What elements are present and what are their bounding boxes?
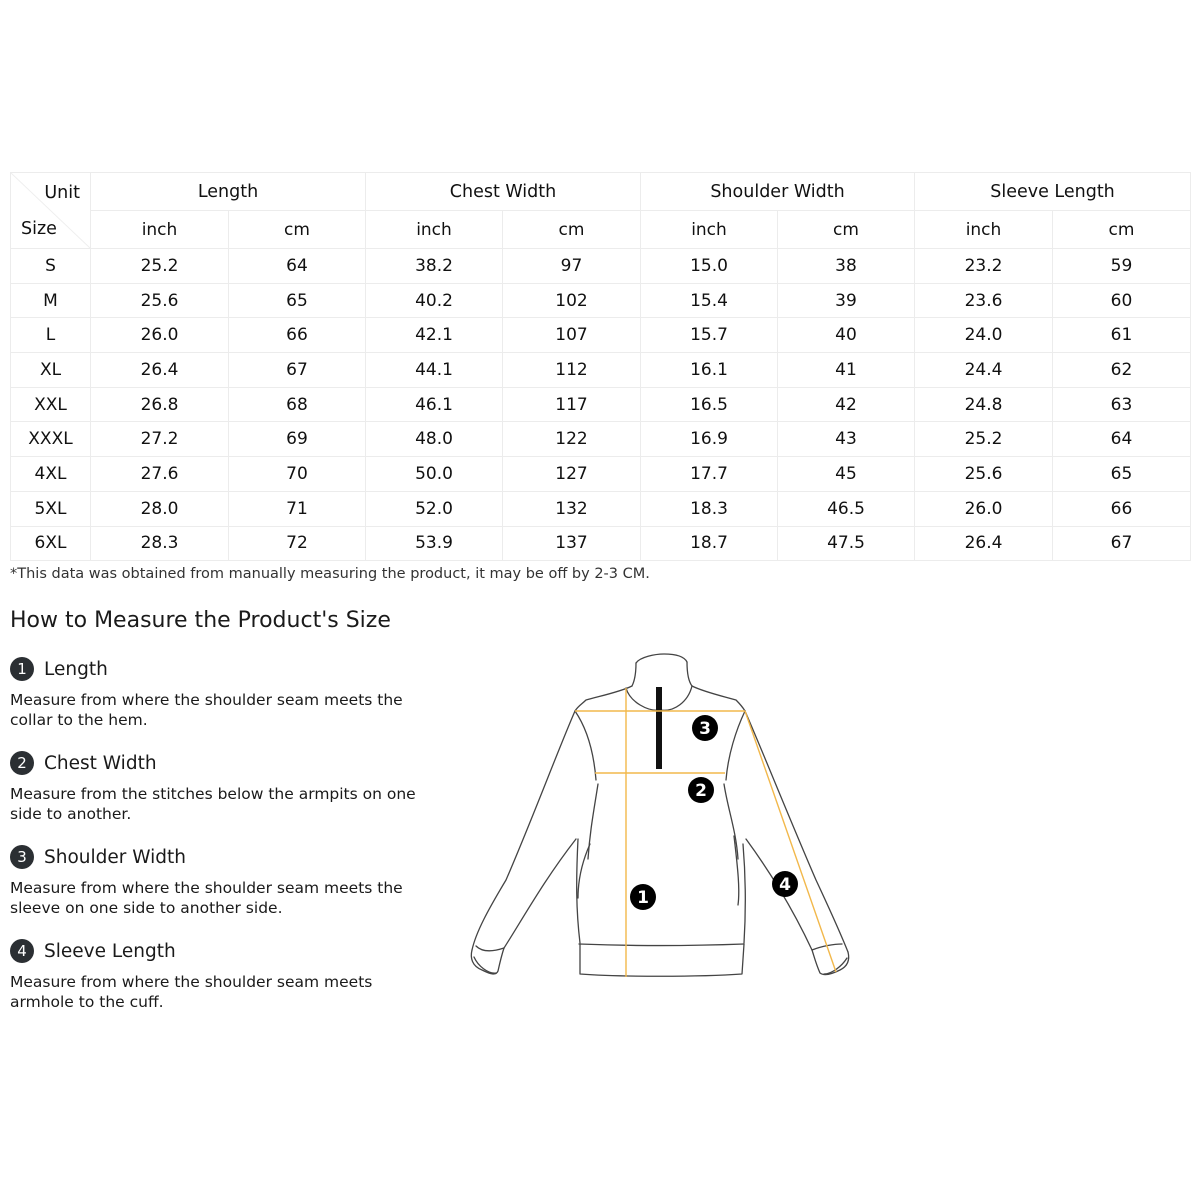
header-unit-row — [11, 211, 1191, 249]
group-header-chest-width: Chest Width — [366, 173, 641, 211]
size-cell: 5XL — [11, 491, 91, 526]
measurement-cell: 23.6 — [915, 283, 1053, 318]
marker-4 — [772, 871, 798, 897]
size-cell: L — [11, 318, 91, 353]
svg-text:1: 1 — [637, 888, 649, 908]
unit-header-cell: inch — [915, 211, 1053, 249]
measurement-cell: 64 — [1053, 422, 1191, 457]
table-row — [11, 457, 1191, 492]
measurement-cell: 43 — [778, 422, 915, 457]
unit-header-cell: cm — [1053, 211, 1191, 249]
measurement-cell: 69 — [229, 422, 366, 457]
measurement-cell: 46.1 — [366, 387, 503, 422]
measurement-cell: 45 — [778, 457, 915, 492]
measurement-cell: 16.1 — [641, 353, 778, 388]
size-cell: 4XL — [11, 457, 91, 492]
measurement-cell: 67 — [229, 353, 366, 388]
measurement-cell: 28.0 — [91, 491, 229, 526]
measurement-cell: 38 — [778, 249, 915, 284]
table-row — [11, 249, 1191, 284]
table-row — [11, 318, 1191, 353]
measurement-disclaimer: *This data was obtained from manually measuring the product, it may be off by 2-3 CM. — [10, 566, 650, 582]
size-chart-table — [10, 172, 1191, 561]
marker-1 — [630, 884, 656, 910]
measurement-cell: 71 — [229, 491, 366, 526]
measurement-cell: 70 — [229, 457, 366, 492]
measurement-cell: 62 — [1053, 353, 1191, 388]
measurement-cell: 61 — [1053, 318, 1191, 353]
size-cell: M — [11, 283, 91, 318]
marker-2 — [688, 777, 714, 803]
size-cell: 6XL — [11, 526, 91, 561]
svg-text:3: 3 — [699, 719, 711, 739]
measurement-cell: 53.9 — [366, 526, 503, 561]
measurement-cell: 66 — [1053, 491, 1191, 526]
guide-title: How to Measure the Product's Size — [10, 608, 391, 633]
measurement-cell: 18.7 — [641, 526, 778, 561]
measurement-cell: 27.6 — [91, 457, 229, 492]
svg-text:4: 4 — [779, 875, 791, 895]
measurement-cell: 26.4 — [91, 353, 229, 388]
measurement-cell: 50.0 — [366, 457, 503, 492]
measurement-cell: 15.0 — [641, 249, 778, 284]
measurement-cell: 39 — [778, 283, 915, 318]
unit-size-corner-cell — [11, 173, 91, 249]
unit-header-cell: inch — [366, 211, 503, 249]
zipper-icon — [656, 687, 662, 769]
unit-header-cell: cm — [229, 211, 366, 249]
sleeve-length-line — [745, 711, 836, 972]
measurement-cell: 42.1 — [366, 318, 503, 353]
size-cell: S — [11, 249, 91, 284]
measurement-cell: 24.0 — [915, 318, 1053, 353]
measurement-cell: 52.0 — [366, 491, 503, 526]
measurement-cell: 137 — [503, 526, 641, 561]
measurement-cell: 122 — [503, 422, 641, 457]
measurement-cell: 68 — [229, 387, 366, 422]
measurement-cell: 72 — [229, 526, 366, 561]
guide-item-description: Measure from where the shoulder seam meets the collar to the hem. — [10, 691, 403, 729]
unit-header-cell: inch — [641, 211, 778, 249]
measurement-cell: 63 — [1053, 387, 1191, 422]
size-cell: XXL — [11, 387, 91, 422]
measurement-cell: 25.6 — [915, 457, 1053, 492]
guide-item-description: Measure from where the shoulder seam meets armhole to the cuff. — [10, 973, 373, 1011]
measurement-cell: 65 — [1053, 457, 1191, 492]
measurement-cell: 44.1 — [366, 353, 503, 388]
measurement-cell: 15.4 — [641, 283, 778, 318]
sweater-measurement-diagram — [460, 640, 860, 990]
number-badge-icon: 3 — [10, 845, 34, 869]
table-row — [11, 387, 1191, 422]
number-badge-icon: 2 — [10, 751, 34, 775]
measurement-cell: 24.4 — [915, 353, 1053, 388]
marker-3 — [692, 715, 718, 741]
measurement-cell: 64 — [229, 249, 366, 284]
guide-item-label: Sleeve Length — [44, 940, 176, 962]
measurement-cell: 48.0 — [366, 422, 503, 457]
measurement-cell: 40.2 — [366, 283, 503, 318]
measurement-cell: 25.6 — [91, 283, 229, 318]
size-cell: XL — [11, 353, 91, 388]
measurement-cell: 117 — [503, 387, 641, 422]
measurement-cell: 66 — [229, 318, 366, 353]
measurement-cell: 25.2 — [91, 249, 229, 284]
unit-header-cell: cm — [778, 211, 915, 249]
guide-item-description: Measure from the stitches below the armpits on one side to another. — [10, 785, 416, 823]
table-row — [11, 283, 1191, 318]
measurement-cell: 97 — [503, 249, 641, 284]
table-row — [11, 491, 1191, 526]
guide-item-description: Measure from where the shoulder seam meets the sleeve on one side to another side. — [10, 879, 403, 917]
measurement-cell: 127 — [503, 457, 641, 492]
measurement-cell: 38.2 — [366, 249, 503, 284]
measurement-cell: 59 — [1053, 249, 1191, 284]
measurement-cell: 26.4 — [915, 526, 1053, 561]
unit-header-cell: inch — [91, 211, 229, 249]
measurement-cell: 24.8 — [915, 387, 1053, 422]
guide-item-chest-width — [10, 750, 430, 824]
measurement-cell: 15.7 — [641, 318, 778, 353]
measurement-cell: 60 — [1053, 283, 1191, 318]
table-row — [11, 422, 1191, 457]
measurement-cell: 42 — [778, 387, 915, 422]
measurement-cell: 23.2 — [915, 249, 1053, 284]
measurement-cell: 18.3 — [641, 491, 778, 526]
guide-item-label: Length — [44, 658, 108, 680]
table-row — [11, 353, 1191, 388]
measurement-cell: 47.5 — [778, 526, 915, 561]
measurement-cell: 40 — [778, 318, 915, 353]
measurement-cell: 112 — [503, 353, 641, 388]
measurement-cell: 102 — [503, 283, 641, 318]
guide-item-label: Chest Width — [44, 752, 157, 774]
guide-item-label: Shoulder Width — [44, 846, 187, 868]
unit-header-cell: cm — [503, 211, 641, 249]
size-cell: XXXL — [11, 422, 91, 457]
measurement-cell: 132 — [503, 491, 641, 526]
table-row — [11, 526, 1191, 561]
guide-item-sleeve-length — [10, 938, 430, 1012]
measurement-cell: 26.8 — [91, 387, 229, 422]
header-group-row — [11, 173, 1191, 211]
measurement-cell: 16.5 — [641, 387, 778, 422]
guide-item-length — [10, 656, 430, 730]
guide-item-shoulder-width — [10, 844, 430, 918]
measurement-cell: 26.0 — [915, 491, 1053, 526]
measurement-cell: 26.0 — [91, 318, 229, 353]
group-header-shoulder-width: Shoulder Width — [641, 173, 915, 211]
group-header-sleeve-length: Sleeve Length — [915, 173, 1191, 211]
number-badge-icon: 1 — [10, 657, 34, 681]
number-badge-icon: 4 — [10, 939, 34, 963]
measurement-cell: 65 — [229, 283, 366, 318]
measurement-cell: 46.5 — [778, 491, 915, 526]
measurement-cell: 28.3 — [91, 526, 229, 561]
measurement-cell: 17.7 — [641, 457, 778, 492]
measurement-cell: 107 — [503, 318, 641, 353]
group-header-length: Length — [91, 173, 366, 211]
unit-header: Unit — [44, 183, 80, 203]
measurement-cell: 27.2 — [91, 422, 229, 457]
measurement-cell: 67 — [1053, 526, 1191, 561]
measurement-cell: 16.9 — [641, 422, 778, 457]
measurement-cell: 25.2 — [915, 422, 1053, 457]
measurement-cell: 41 — [778, 353, 915, 388]
size-header: Size — [21, 219, 57, 239]
svg-text:2: 2 — [695, 781, 707, 801]
